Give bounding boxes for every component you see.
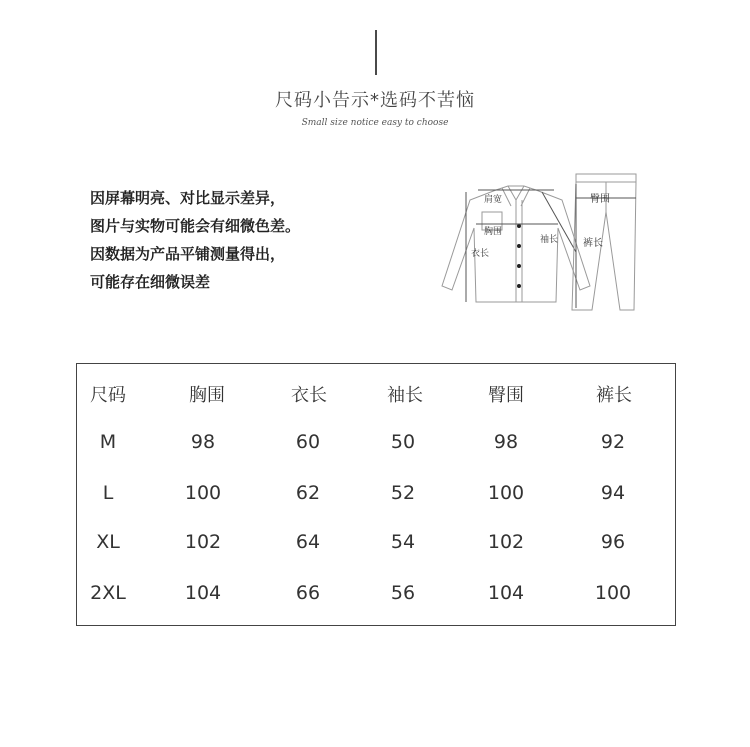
table-cell: 54	[390, 531, 416, 553]
pants-length-label: 裤长	[583, 238, 603, 249]
chest-label: 胸围	[484, 227, 503, 237]
table-cell: 96	[600, 531, 626, 553]
table-cell: 50	[390, 431, 416, 453]
table-header-length: 衣长	[291, 385, 327, 406]
hip-label: 臀围	[590, 194, 610, 205]
notice-line: 因数据为产品平铺测量得出，	[90, 245, 286, 263]
table-cell-size: 2XL	[90, 582, 126, 604]
table-cell: 52	[390, 482, 416, 504]
notice-text	[90, 184, 430, 296]
shoulder-label: 肩宽	[484, 195, 503, 205]
table-cell: 94	[600, 482, 626, 504]
shirt-illustration-icon	[442, 186, 590, 302]
page-subtitle: Small size notice easy to choose	[301, 118, 449, 128]
sleeve-label: 袖长	[540, 235, 559, 245]
table-cell: 98	[493, 431, 519, 453]
length-label: 衣长	[471, 249, 490, 259]
table-cell: 100	[184, 482, 222, 504]
measurement-diagram	[436, 168, 646, 318]
table-header-pants-length: 裤长	[596, 385, 632, 406]
page-title: 尺码小告示*选码不苦恼	[275, 90, 475, 111]
measurement-diagram-svg	[436, 168, 646, 318]
table-header-chest: 胸围	[189, 385, 225, 406]
table-cell: 66	[295, 582, 321, 604]
table-cell: 100	[487, 482, 525, 504]
table-cell: 56	[390, 582, 416, 604]
table-cell-size: L	[102, 482, 114, 504]
table-cell: 62	[295, 482, 321, 504]
table-cell: 104	[487, 582, 525, 604]
table-cell: 104	[184, 582, 222, 604]
notice-line: 图片与实物可能会有细微色差。	[90, 217, 301, 235]
table-cell: 92	[600, 431, 626, 453]
size-table	[76, 363, 676, 626]
shirt-buttons	[517, 224, 521, 288]
table-cell: 102	[487, 531, 525, 553]
notice-line: 因屏幕明亮、对比显示差异，	[90, 189, 286, 207]
table-header-hip: 臀围	[488, 385, 524, 406]
table-cell: 98	[190, 431, 216, 453]
table-header-size: 尺码	[90, 385, 126, 406]
table-cell-size: XL	[96, 531, 120, 553]
table-header-sleeve: 袖长	[387, 385, 423, 406]
table-cell: 64	[295, 531, 321, 553]
notice-line: 可能存在细微误差	[90, 273, 211, 291]
top-divider-line	[375, 30, 377, 75]
table-cell: 102	[184, 531, 222, 553]
table-cell: 100	[594, 582, 632, 604]
table-cell: 60	[295, 431, 321, 453]
table-cell-size: M	[99, 431, 117, 453]
